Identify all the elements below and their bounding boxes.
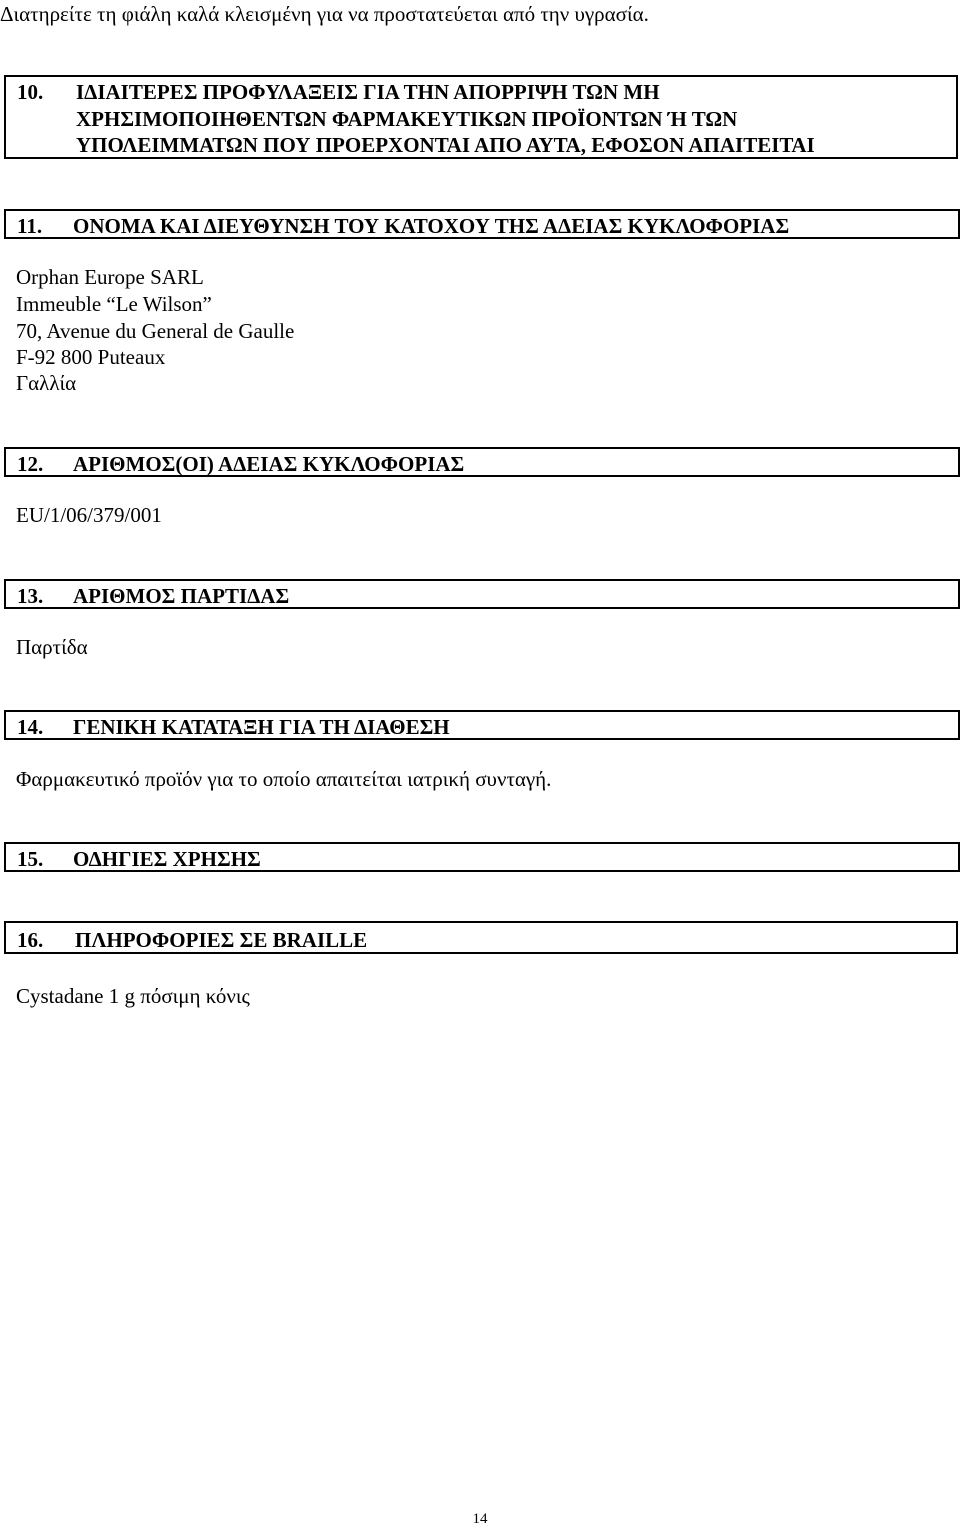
intro-text: Διατηρείτε τη φιάλη καλά κλεισμένη για να προστατεύεται από την υγρασία. [0,2,649,26]
section-10-number: 10. [17,80,44,104]
section-11-heading [17,213,789,240]
section-12-heading [17,451,464,478]
address-line: F-92 800 Puteaux [16,345,166,369]
section-15-number: 15. [17,847,44,871]
batch-number: Παρτίδα [16,635,88,659]
section-13-heading [17,583,289,610]
section-15-box [4,842,960,872]
section-10-title-line: ΥΠΟΛΕΙΜΜΑΤΩΝ ΠΟΥ ΠΡΟΕΡΧΟΝΤΑΙ ΑΠΟ ΑΥΤΑ, ΕΦΟΣΟΝ ΑΠΑΙΤΕΙΤΑΙ [76,133,815,157]
section-14-title: ΓΕΝΙΚΗ ΚΑΤΑΤΑΞΗ ΓΙΑ ΤΗ ΔΙΑΘΕΣΗ [73,715,450,739]
section-15-title: ΟΔΗΓΙΕΣ ΧΡΗΣΗΣ [73,847,261,871]
section-14-heading [17,714,450,741]
section-12-title: ΑΡΙΘΜΟΣ(ΟΙ) ΑΔΕΙΑΣ ΚΥΚΛΟΦΟΡΙΑΣ [73,452,465,476]
address-line: 70, Avenue du General de Gaulle [16,319,295,343]
section-16-title: ΠΛΗΡΟΦΟΡΙΕΣ ΣΕ BRAILLE [75,928,368,952]
section-11-title: ΟΝΟΜΑ ΚΑΙ ΔΙΕΥΘΥΝΣΗ ΤΟΥ ΚΑΤΟΧΟΥ ΤΗΣ ΑΔΕΙΑΣ ΚΥΚΛΟΦΟΡΙΑΣ [73,214,790,238]
section-10-title-line: ΙΔΙΑΙΤΕΡΕΣ ΠΡΟΦΥΛΑΞΕΙΣ ΓΙΑ ΤΗΝ ΑΠΟΡΡΙΨΗ ΤΩΝ ΜΗ [76,80,660,104]
braille-info: Cystadane 1 g πόσιμη κόνις [16,984,250,1008]
section-15-heading [17,846,261,873]
section-11-box [4,209,960,239]
page-number: 14 [472,1511,488,1527]
section-16-heading [17,927,367,954]
section-13-number: 13. [17,584,44,608]
section-10-title-line: ΧΡΗΣΙΜΟΠΟΙΗΘΕΝΤΩΝ ΦΑΡΜΑΚΕΥΤΙΚΩΝ ΠΡΟΪΟΝΤΩΝ Ή ΤΩΝ [76,106,738,131]
section-11-number: 11. [17,214,43,238]
section-13-box [4,579,960,609]
section-10-title [76,79,815,159]
section-16-number: 16. [17,928,44,952]
section-14-box [4,710,960,740]
address-line: Immeuble “Le Wilson” [16,292,212,316]
section-12-box [4,447,960,477]
marketing-authorisation-number: EU/1/06/379/001 [16,503,162,527]
address-line: Γαλλία [16,371,77,395]
section-13-title: ΑΡΙΘΜΟΣ ΠΑΡΤΙΔΑΣ [73,584,290,608]
section-16-box [4,921,958,954]
supply-classification: Φαρμακευτικό προϊόν για το οποίο απαιτείται ιατρική συνταγή. [16,767,552,791]
address-line: Orphan Europe SARL [16,265,204,289]
section-12-number: 12. [17,452,44,476]
section-10-box [4,75,958,159]
section-14-number: 14. [17,715,44,739]
